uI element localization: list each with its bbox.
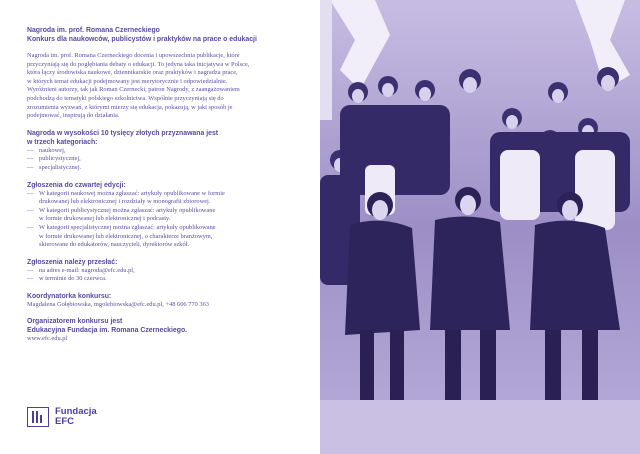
efc-logo-icon (27, 407, 49, 427)
submission-item: — W kategorii publicystycznej można zgłaszać: artykuły opublikowane w formie drukowanej lub elektronicznej i podcasty. (27, 206, 216, 223)
send-list (27, 267, 307, 284)
category-item: — publicystycznej, (27, 155, 81, 163)
category-item: — naukowej, (27, 146, 66, 154)
intro-line: podejmować, inspirują do działania. (27, 112, 120, 120)
intro-line: w których temat edukacji podejmowany jest merytorycznie i odpowiedzialnie. (27, 77, 228, 85)
organizer-name: Edukacyjna Fundacja im. Romana Czerneckiego. (27, 327, 188, 335)
send-item-deadline: — w terminie do 30 czerwca. (27, 275, 107, 283)
coordinator-contact[interactable]: Magdalena Gołębiowska, mgolebiowska@efc.edu.pl, +48 606 770 363 (27, 300, 209, 308)
send-item-email[interactable]: — na adres e-mail: nagroda@efc.edu.pl, (27, 266, 135, 274)
award-heading-cont: w trzech kategoriach: (27, 138, 98, 146)
historical-group-photo (320, 0, 640, 454)
page-subtitle: Konkurs dla naukowców, publicystów i praktyków na prace o edukacji (27, 36, 257, 43)
send-heading: Zgłoszenia należy przesłać: (27, 258, 118, 266)
logo-text: Fundacja EFC (55, 406, 97, 427)
photo-illustration (320, 0, 640, 454)
page-title: Nagroda im. prof. Romana Czerneckiego (27, 27, 160, 34)
award-heading: Nagroda w wysokości 10 tysięcy złotych przyznawana jest (27, 129, 219, 137)
intro-line: Wyróżnieni autorzy, tak jak Roman Czernecki, patron Nagrody, z zaangażowaniem (27, 86, 240, 94)
category-item: — specjalistycznej. (27, 163, 82, 171)
category-list (27, 147, 307, 173)
intro-line: Nagroda im. prof. Romana Czerneckiego docenia i upowszechnia publikacje, które (27, 52, 240, 59)
intro-paragraph (27, 52, 307, 121)
intro-line: przyczyniają się do pogłębiania debaty o edukacji. To jedyna taka inicjatywa w Polsce, (27, 60, 250, 68)
intro-line: podchodzą do tematyki polskiego szkolnictwa. Wspólnie przyczyniają się do (27, 94, 224, 102)
intro-line: zrozumienia wyzwań, z którymi mierzy się edukacja, pokazują, w jaki sposób je (27, 103, 233, 111)
fundacja-efc-logo (27, 406, 97, 428)
organizer-heading: Organizatorem konkursu jest (27, 318, 123, 326)
intro-line: która łączy środowiska naukowe, dziennikarskie oraz praktyków i nagradza prace, (27, 69, 238, 77)
submission-item: — W kategorii specjalistycznej można zgłaszać: artykuły opublikowane w formie drukowanej lub elektronicznej, o charakterze branżowym, skierowane do edukatorów, nauczycieli, dyrektorów szkół. (27, 223, 216, 249)
submissions-list (27, 190, 307, 250)
coordinator-heading: Koordynatorka konkursu: (27, 292, 112, 300)
organizer-url-link[interactable]: www.efc.edu.pl (27, 335, 68, 343)
content-column (27, 26, 307, 344)
submissions-heading: Zgłoszenia do czwartej edycji: (27, 181, 126, 189)
submission-item: — W kategorii naukowej można zgłaszać: artykuły opublikowane w formie drukowanej lub elektronicznej i rozdziały w monografii zbiorowej. (27, 189, 225, 206)
